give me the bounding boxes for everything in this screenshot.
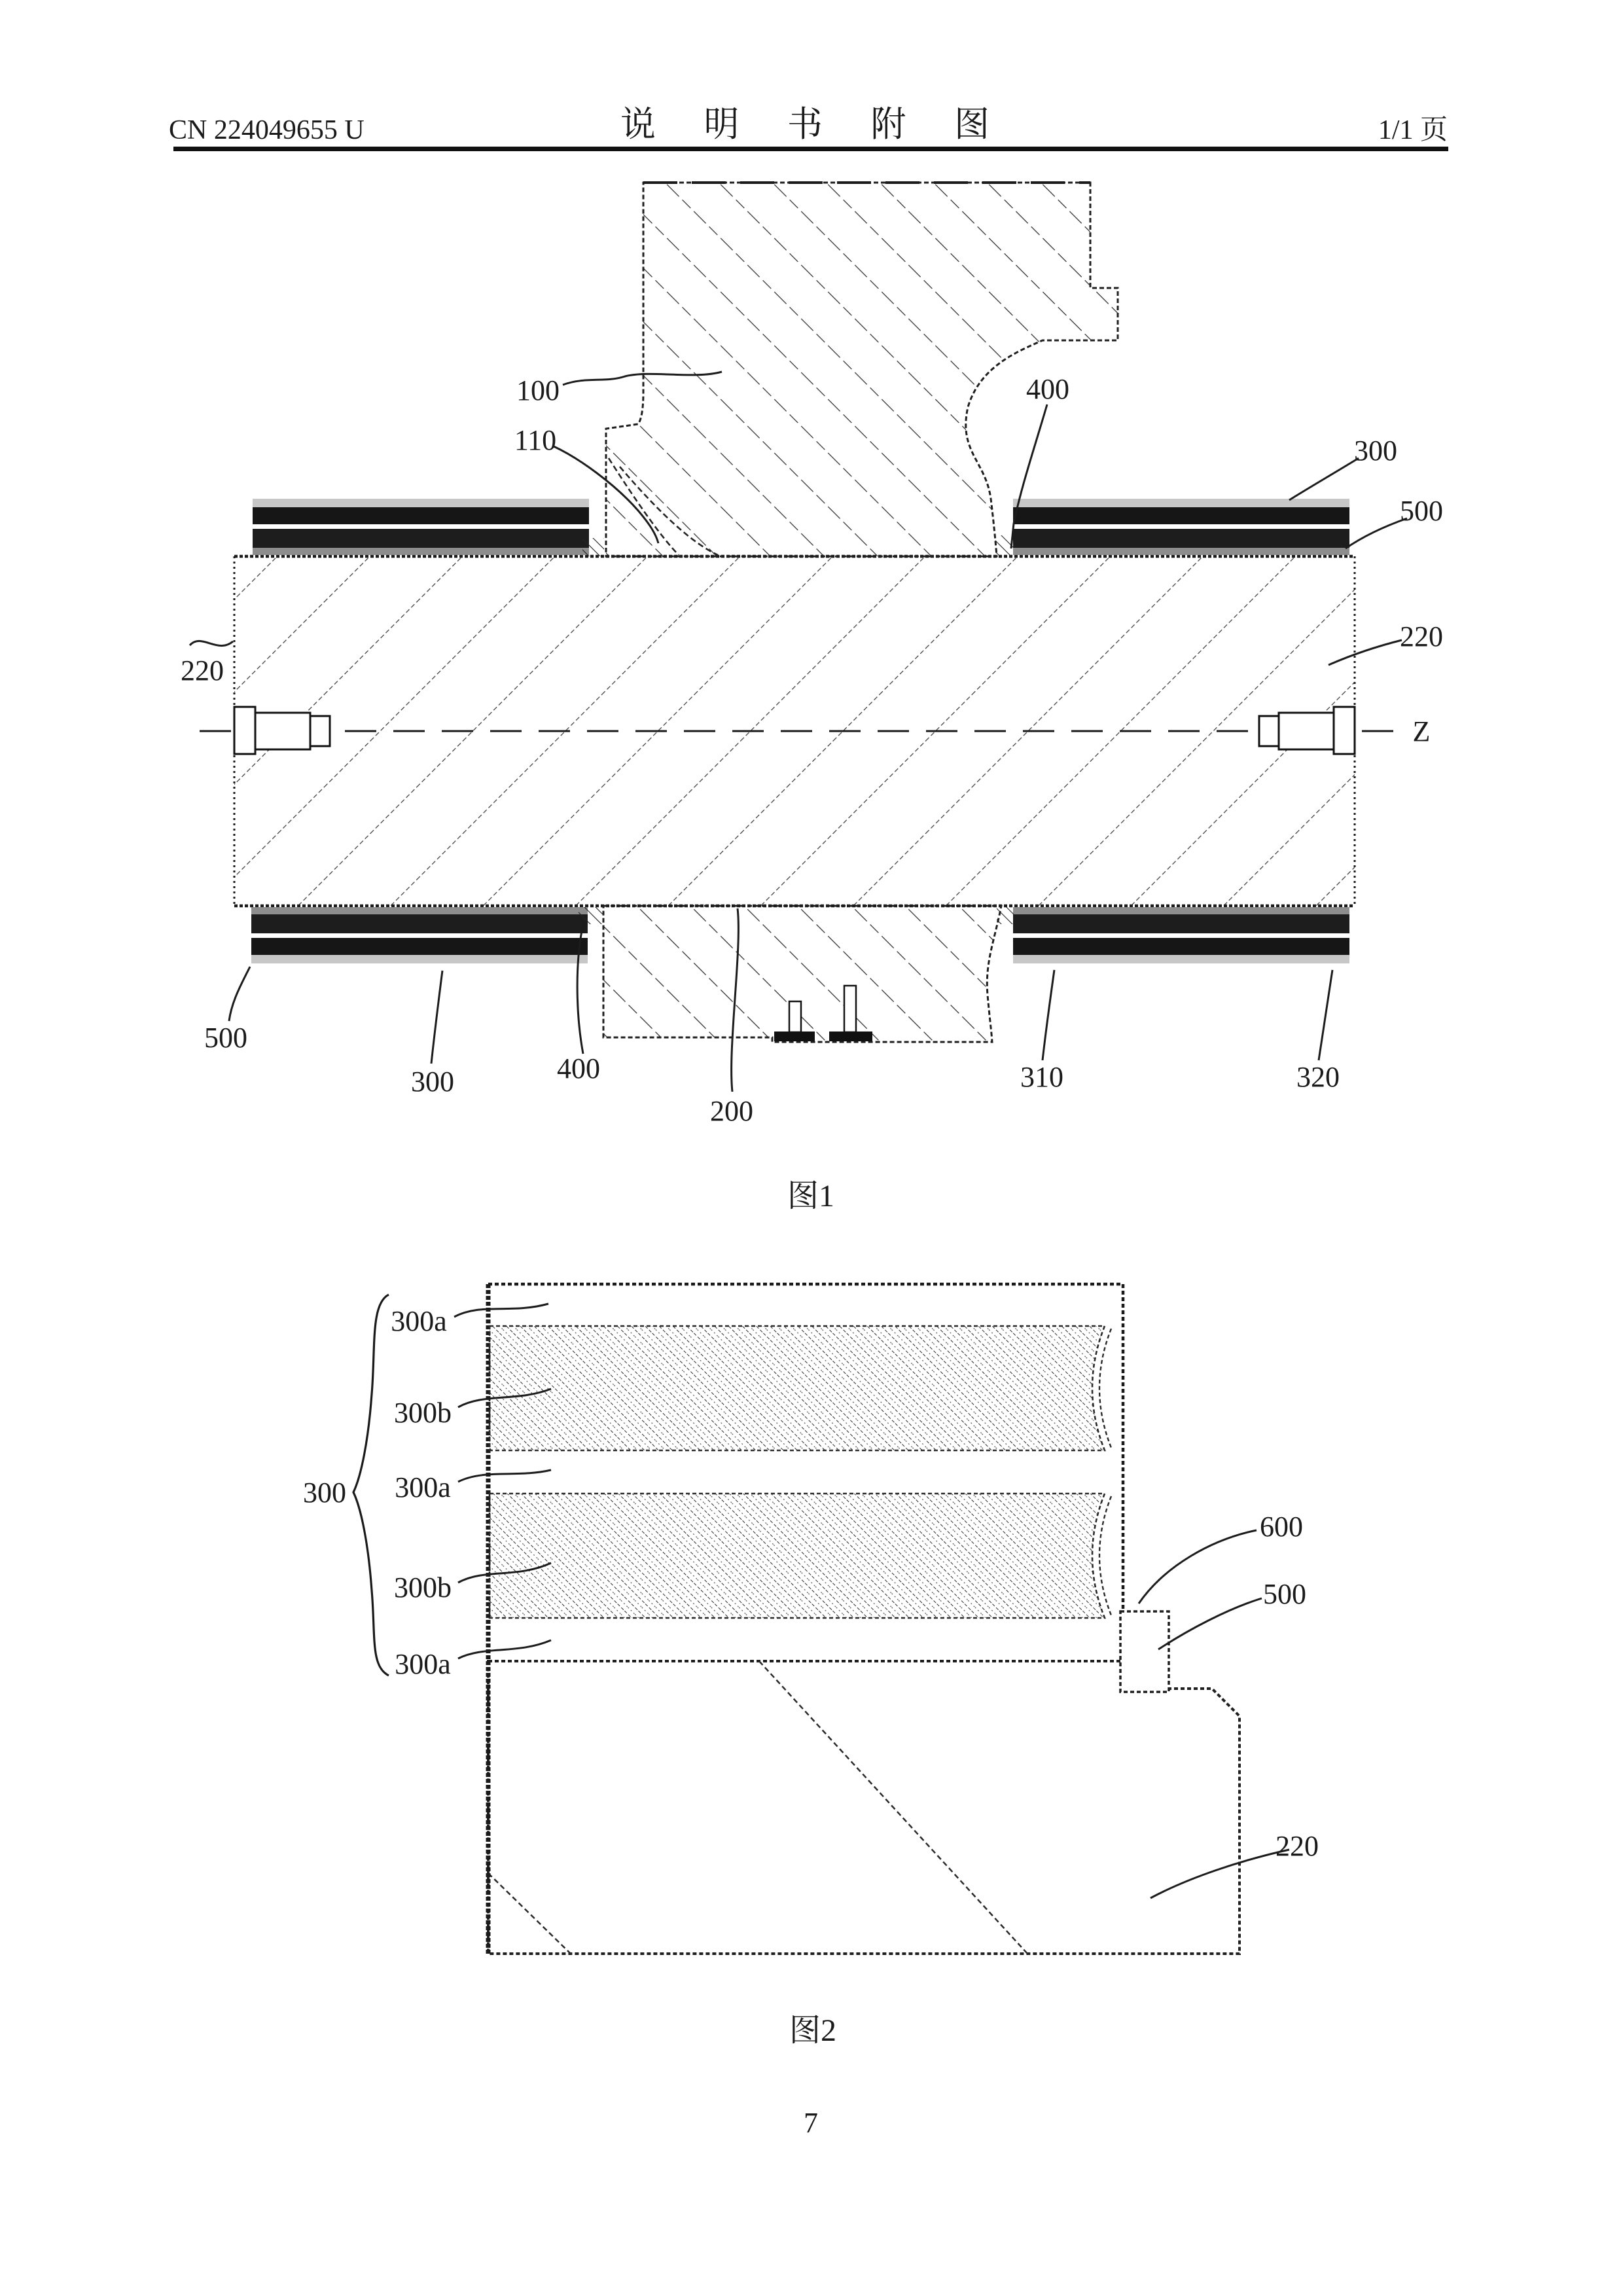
fig2-layer1-endcap: [1099, 1329, 1111, 1448]
fig2-leader-600: [1139, 1530, 1257, 1604]
fig1-label-500-bottom: 500: [204, 1022, 247, 1054]
fig2-label-300b-1: 300b: [394, 1397, 452, 1429]
fig2-layer-300b-1: [490, 1326, 1105, 1450]
figure2-caption: 图2: [789, 2013, 837, 2048]
fig2-layer2-endcap: [1099, 1496, 1111, 1615]
fig2-rotor-body-220: [488, 1661, 1240, 1954]
fig2-leader-300a-1: [454, 1304, 548, 1317]
fig2-retainer-500: [1120, 1611, 1169, 1692]
fig1-magnet-stack-bottom-right: [1013, 907, 1349, 963]
fig1-label-400-bottom: 400: [557, 1052, 600, 1085]
fig2-label-300a-2: 300a: [395, 1471, 451, 1503]
fig2-leader-300a-2: [458, 1470, 551, 1482]
fig1-leader-300-bottom: [431, 971, 442, 1064]
fig1-leader-310: [1043, 970, 1054, 1060]
fig1-wedge-400-top-left: [582, 538, 604, 556]
header-publication-number: CN 224049655 U: [169, 115, 365, 145]
fig1-label-220-right: 220: [1400, 620, 1443, 653]
fig2-label-300-group: 300: [303, 1477, 346, 1509]
fig1-wedge-400-bottom-left: [579, 907, 603, 924]
fig2-label-600: 600: [1260, 1511, 1303, 1543]
fig1-label-320: 320: [1296, 1061, 1340, 1093]
fig1-label-200: 200: [710, 1095, 753, 1127]
fig1-magnet-stack-bottom-left: [251, 907, 588, 963]
fig2-label-500: 500: [1263, 1578, 1306, 1610]
fig2-leader-500: [1158, 1598, 1262, 1649]
fig1-wedge-400-bottom-right: [997, 907, 1014, 924]
fig1-leader-500-bottom: [229, 967, 250, 1021]
fig1-label-axis-z: Z: [1412, 715, 1431, 747]
fig1-label-400-top: 400: [1026, 373, 1069, 405]
figure1-drawing: [181, 183, 1443, 1213]
fig1-leader-220-left: [190, 641, 233, 645]
fig1-label-100: 100: [516, 374, 560, 406]
fig1-leader-500-right: [1346, 518, 1407, 548]
header-rule: [173, 147, 1448, 151]
fig1-label-110: 110: [514, 424, 557, 456]
fig1-label-300-right: 300: [1354, 435, 1397, 467]
fig1-label-220-left: 220: [181, 655, 224, 687]
footer-page-number: 7: [804, 2107, 818, 2139]
fig1-label-300-bottom: 300: [411, 1066, 454, 1098]
fig1-terminal-pin-right: [844, 986, 856, 1032]
figure1-caption: 图1: [787, 1179, 835, 1213]
figure2-drawing: [303, 1284, 1319, 2048]
fig2-label-300a-1: 300a: [391, 1305, 447, 1337]
fig1-label-500-right: 500: [1400, 495, 1443, 527]
header-doc-title: 说 明 书 附 图: [620, 105, 1009, 144]
fig1-leader-300-right: [1289, 458, 1359, 500]
fig2-label-300b-2: 300b: [394, 1571, 452, 1604]
fig2-layer-300b-2: [490, 1494, 1105, 1618]
fig2-label-220: 220: [1275, 1830, 1319, 1862]
header-page-indicator: 1/1 页: [1378, 115, 1448, 145]
fig1-magnet-stack-top-right: [1013, 499, 1349, 555]
fig1-end-part-200: [603, 906, 1001, 1042]
page-header: [169, 105, 1448, 151]
fig1-terminal-pin-left: [789, 1001, 801, 1032]
fig1-magnet-stack-top-left: [253, 499, 589, 555]
fig2-group-brace: [353, 1295, 389, 1676]
fig1-leader-320: [1319, 970, 1332, 1060]
fig1-label-310: 310: [1020, 1061, 1063, 1093]
fig2-label-300a-3: 300a: [395, 1648, 451, 1680]
fig2-leader-300a-3: [458, 1640, 551, 1659]
